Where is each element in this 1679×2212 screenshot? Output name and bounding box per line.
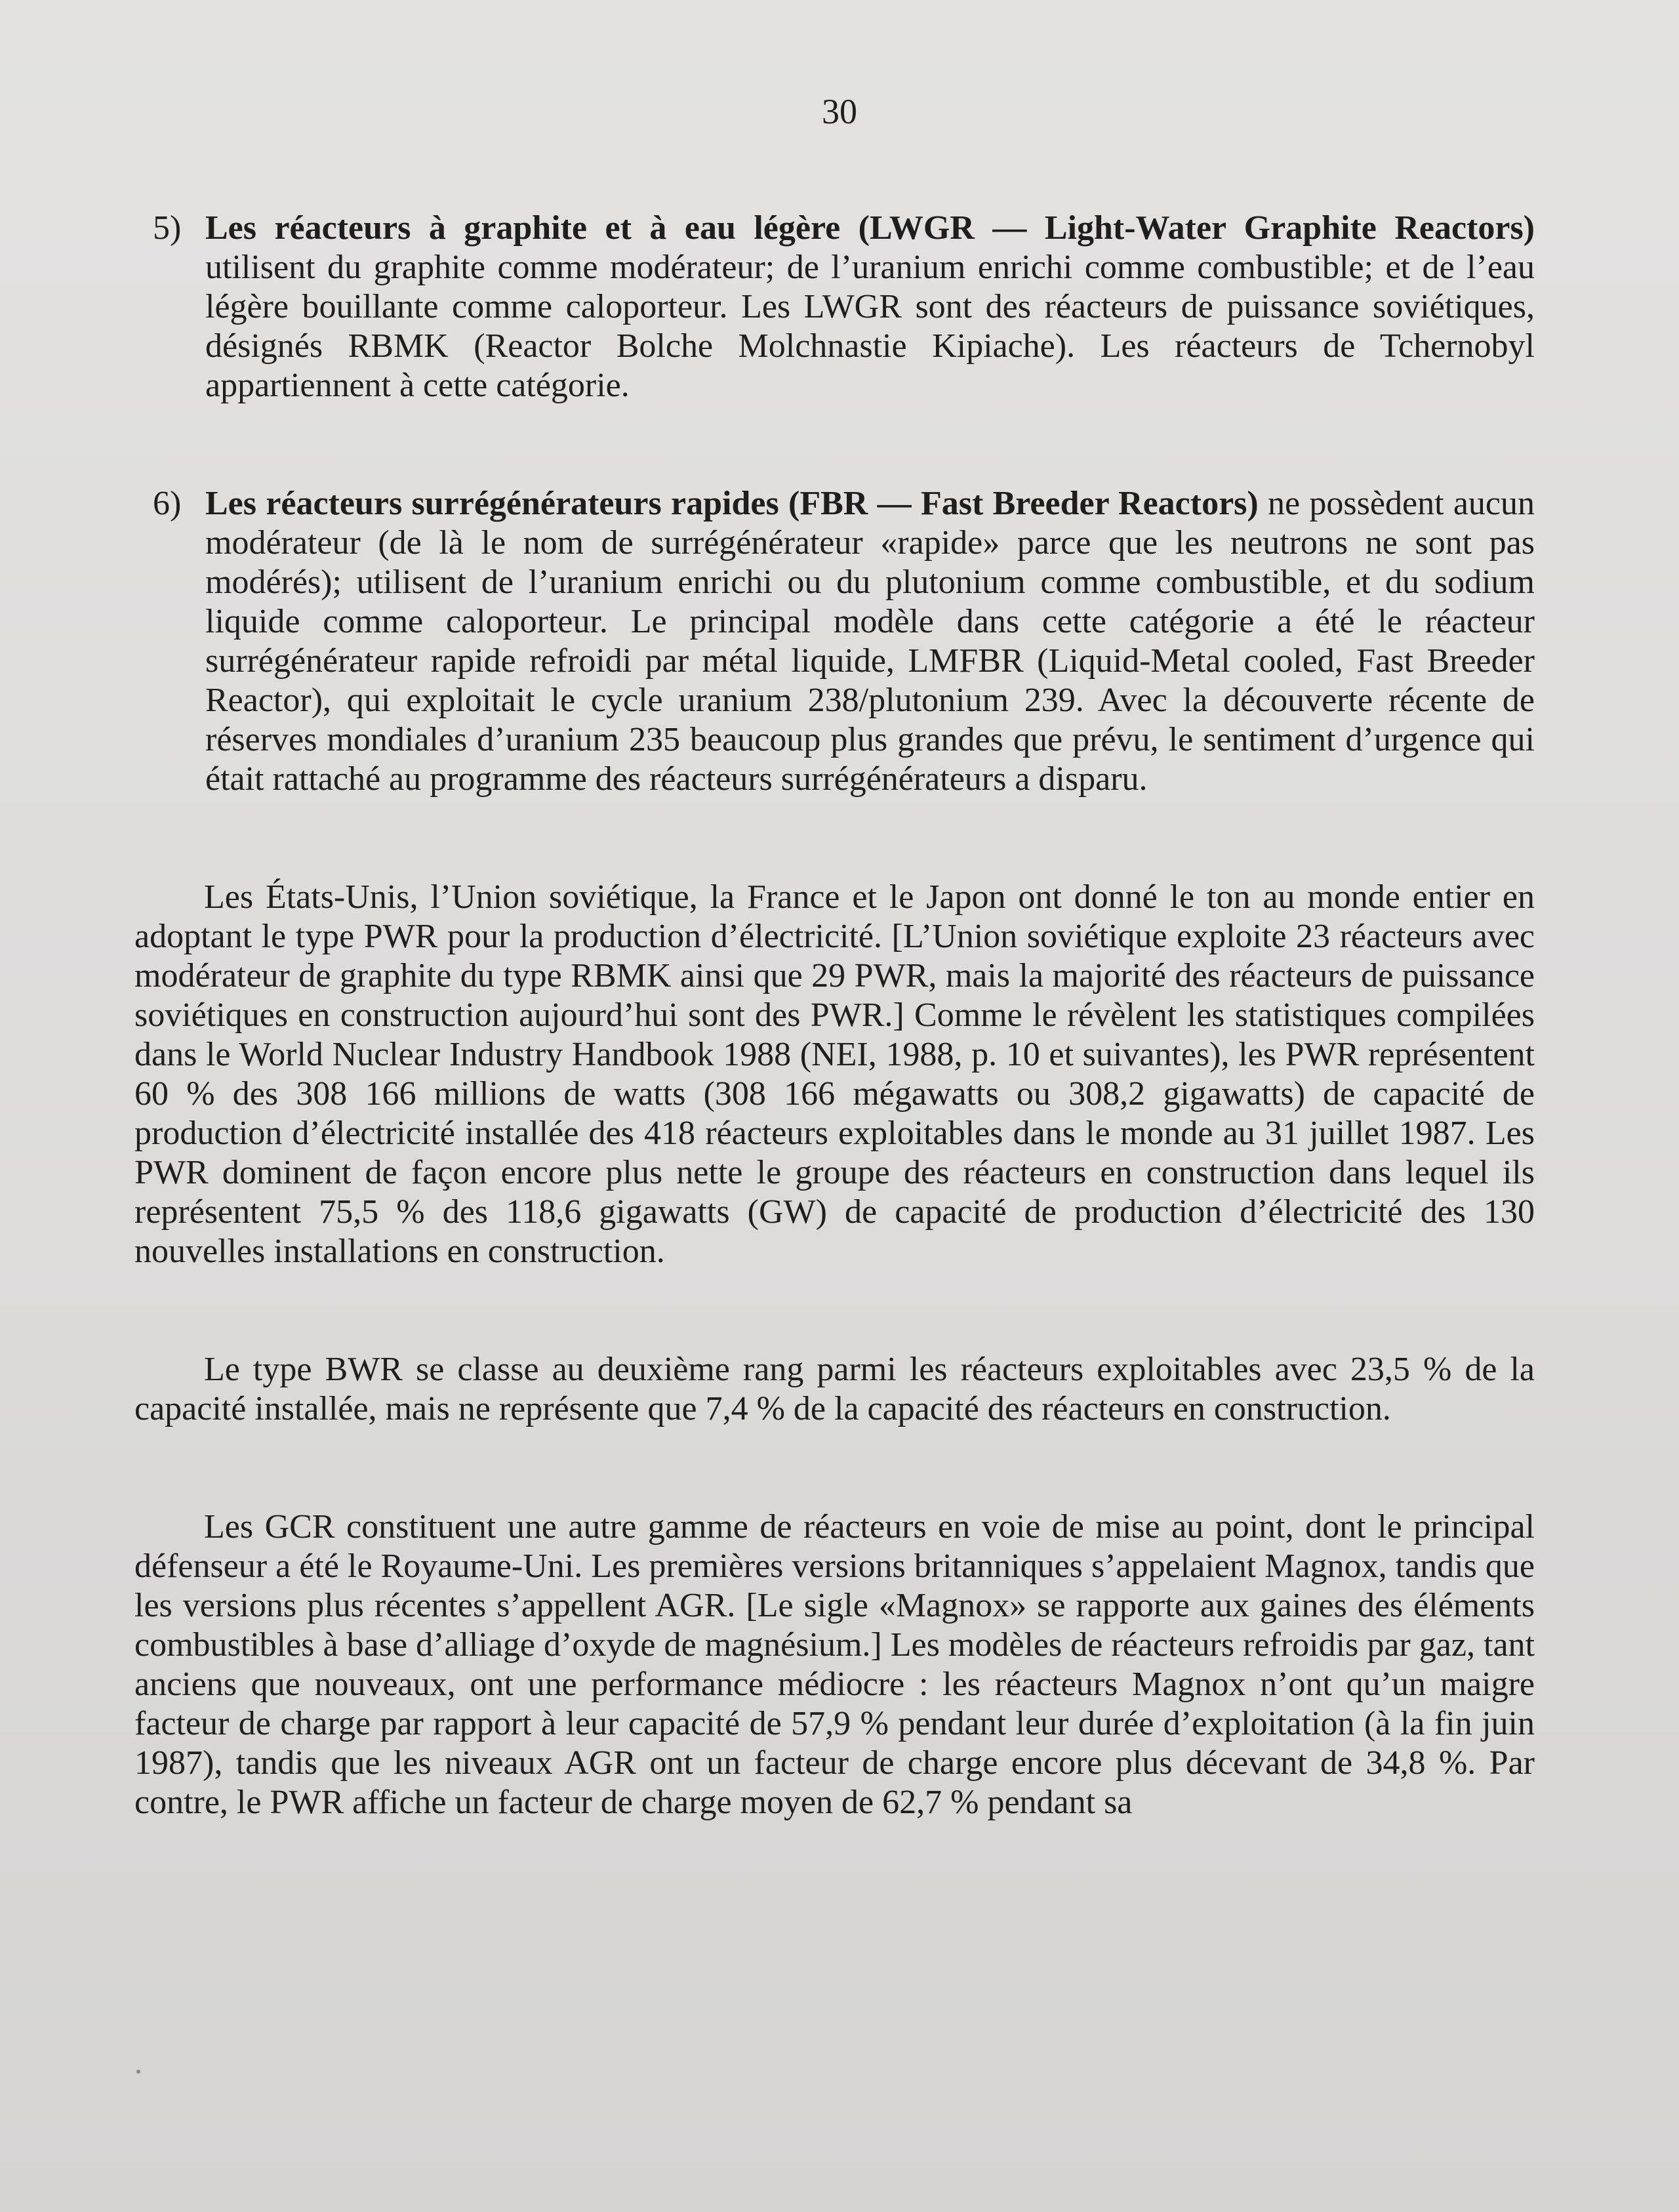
list-number: 6)	[153, 485, 182, 522]
paragraph-gcr: Les GCR constituent une autre gamme de réacteurs en voie de mise au point, dont le principal défenseur a été le Royaume-Uni. Les premières versions britanniques s’appelaient Magnox, tandis que les versions plus récentes s’appellent AGR. [Le sigle «Magnox» se rapporte aux gaines des éléments combustibles à base d’alliage d’oxyde de magnésium.] Les modèles de réacteurs refroidis par gaz, tant anciens que nouveaux, ont une performance médiocre : les réacteurs Magnox n’ont qu’un maigre facteur de charge par rapport à leur capacité de 57,9 % pendant leur durée d’exploitation (à la fin juin 1987), tandis que les niveaux AGR ont un facteur de charge encore plus décevant de 34,8 %. Par contre, le PWR affiche un facteur de charge moyen de 62,7 % pendant sa	[134, 1508, 1535, 1821]
list-item-heading: Les réacteurs surrégénérateurs rapides (FBR — Fast Breeder Reactors)	[205, 485, 1259, 522]
list-number: 5)	[153, 209, 182, 247]
paragraph-pwr: Les États-Unis, l’Union soviétique, la France et le Japon ont donné le ton au monde entier en adoptant le type PWR pour la production d’électricité. [L’Union soviétique exploite 23 réacteurs avec modérateur de graphite du type RBMK ainsi que 29 PWR, mais la majorité des réacteurs de puissance soviétiques en construction aujourd’hui sont des PWR.] Comme le révèlent les statistiques compilées dans le World Nuclear Industry Handbook 1988 (NEI, 1988, p. 10 et suivantes), les PWR représentent 60 % des 308 166 millions de watts (308 166 mégawatts ou 308,2 gigawatts) de capacité de production d’électricité installée des 418 réacteurs exploitables dans le monde au 31 juillet 1987. Les PWR dominent de façon encore plus nette le groupe des réacteurs en construction dans lequel ils représentent 75,5 % des 118,6 gigawatts (GW) de capacité de production d’électricité des 130 nouvelles installations en construction.	[134, 878, 1535, 1270]
paragraph-bwr: Le type BWR se classe au deuxième rang parmi les réacteurs exploitables avec 23,5 % de la capacité installée, mais ne représente que 7,4 % de la capacité des réacteurs en construction.	[134, 1351, 1535, 1427]
list-item-6	[134, 484, 1535, 799]
paper-speck	[136, 2070, 140, 2074]
page-body	[134, 209, 1535, 1901]
list-item-text: ne possèdent aucun modérateur (de là le nom de surrégénérateur «rapide» parce que les neutrons ne sont pas modérés); utilisent de l’uranium enrichi ou du plutonium comme combustible, et du sodium liquide comme caloporteur. Le principal modèle dans cette catégorie a été le réacteur surrégénérateur rapide refroidi par métal liquide, LMFBR (Liquid-Metal cooled, Fast Breeder Reactor), qui exploitait le cycle uranium 238/plutonium 239. Avec la découverte récente de réserves mondiales d’uranium 235 beaucoup plus grandes que prévu, le sentiment d’urgence qui était rattaché au programme des réacteurs surrégénérateurs a disparu.	[205, 485, 1535, 798]
list-item-heading: Les réacteurs à graphite et à eau légère (LWGR — Light-Water Graphite Reactors)	[205, 209, 1535, 247]
list-item-5	[134, 209, 1535, 405]
list-item-text: utilisent du graphite comme modérateur; de l’uranium enrichi comme combustible; et de l’eau légère bouillante comme caloporteur. Les LWGR sont des réacteurs de puissance soviétiques, désignés RBMK (Reactor Bolche Molchnastie Kipiache). Les réacteurs de Tchernobyl appartiennent à cette catégorie.	[205, 249, 1535, 404]
page-number: 30	[822, 92, 857, 131]
